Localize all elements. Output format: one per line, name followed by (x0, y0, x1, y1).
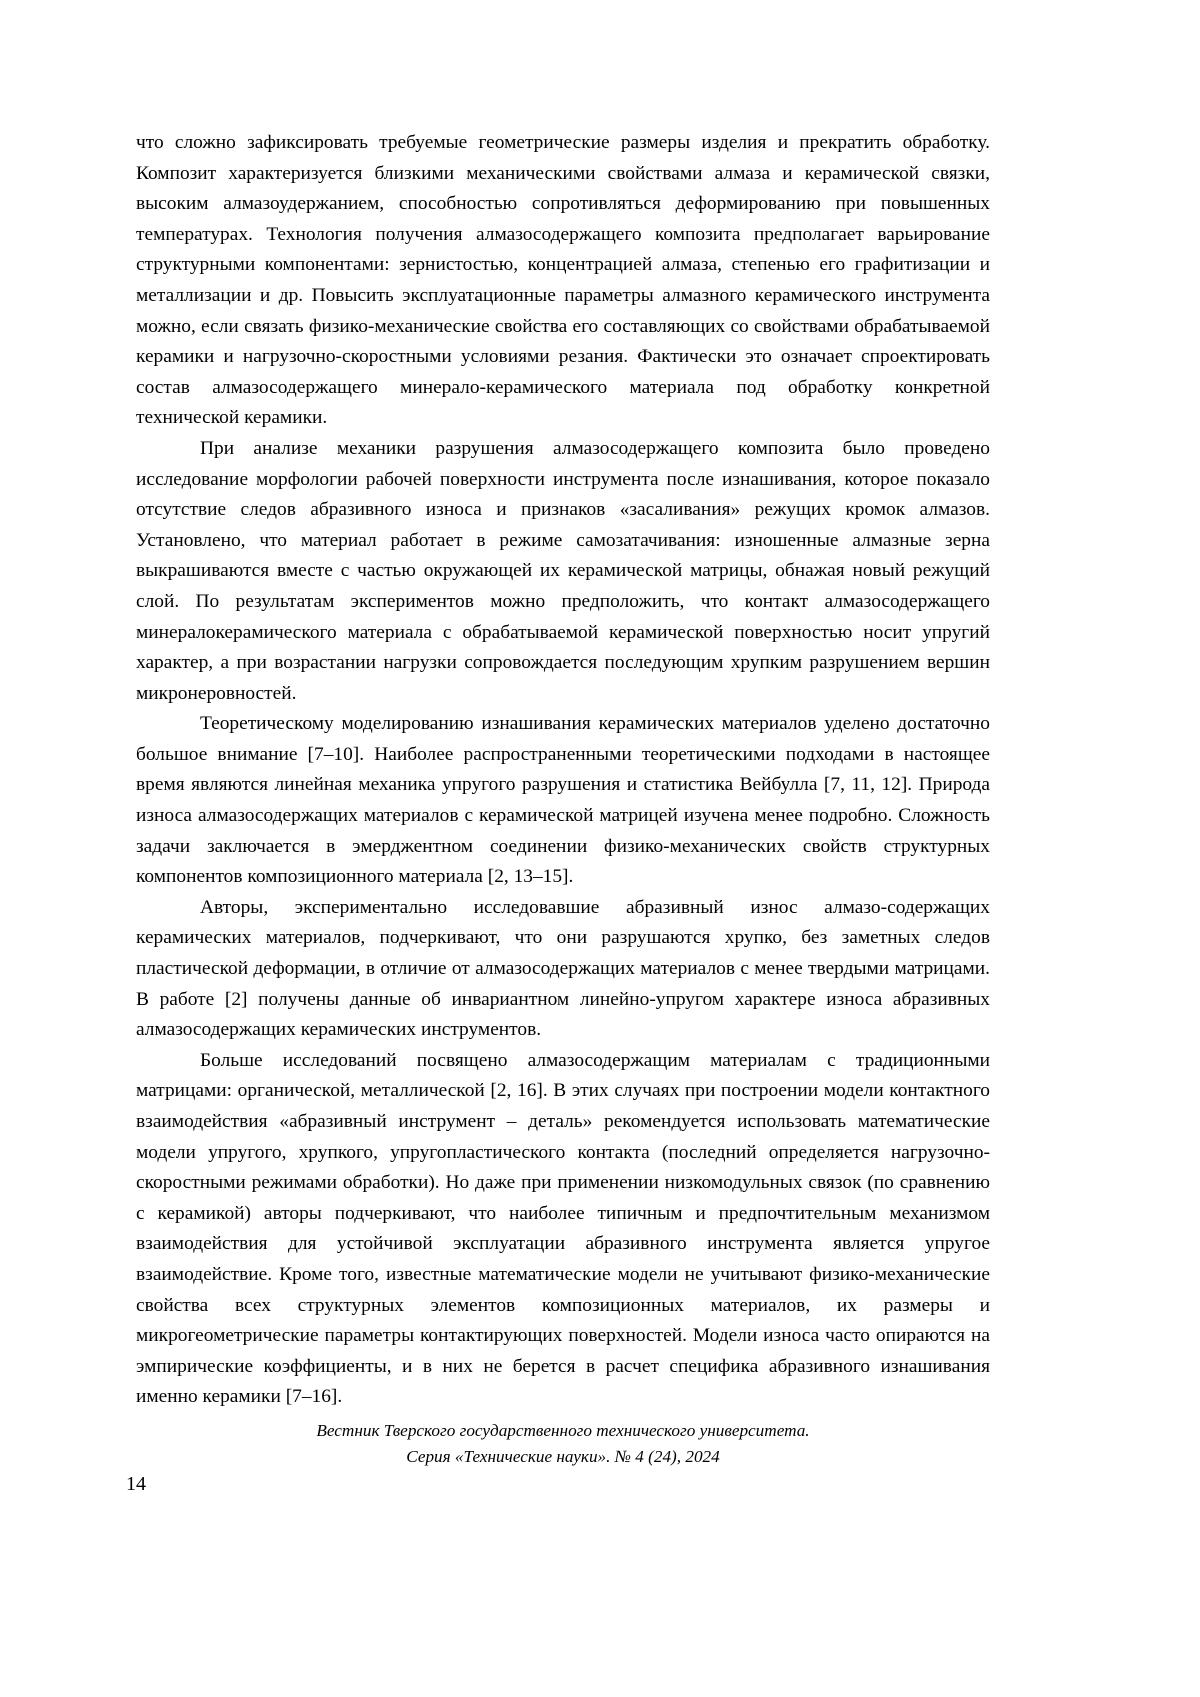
paragraph-3: Теоретическому моделированию изнашивания керамических материалов уделено достаточно большое внимание [7–10]. Наиболее распространенными теоретическими подходами в настоящее время являются линейная механика упругого разрушения и статистика Вейбулла [7, 11, 12]. Природа износа алмазосодержащих материалов с керамической матрицей изучена менее подробно. Сложность задачи заключается в эмерджентном соединении физико-механических свойств структурных компонентов композиционного материала [2, 13–15]. (136, 713, 990, 888)
footer-issue-info: Серия «Технические науки». № 4 (24), 2024 (406, 1447, 720, 1466)
body-text (136, 128, 990, 1413)
paragraph-4: Авторы, экспериментально исследовавшие абразивный износ алмазо-содержащих керамических материалов, подчеркивают, что они разрушаются хрупко, без заметных следов пластической деформации, в отличие от алмазосодержащих материалов с менее твердыми матрицами. В работе [2] получены данные об инвариантном линейно-упругом характере износа абразивных алмазосодержащих керамических инструментов. (136, 896, 990, 1041)
footer-journal-name: Вестник Тверского государственного технического университета. (316, 1421, 810, 1440)
page-content (136, 128, 990, 1413)
page-number: 14 (126, 1473, 146, 1495)
paragraph-1: что сложно зафиксировать требуемые геометрические размеры изделия и прекратить обработку. Композит характеризуется близкими механическими свойствами алмаза и керамической связки, высоким алмазоудержанием, способностью сопротивляться деформированию при повышенных температурах. Технология получения алмазосодержащего композита предполагает варьирование структурными компонентами: зернистостью, концентрацией алмаза, степенью его графитизации и металлизации и др. Повысить эксплуатационные параметры алмазного керамического инструмента можно, если связать физико-механические свойства его составляющих со свойствами обрабатываемой керамики и нагрузочно-скоростными условиями резания. Фактически это означает спроектировать состав алмазосодержащего минерало-керамического материала под обработку конкретной технической керамики. (136, 132, 990, 429)
page-footer (136, 1418, 990, 1470)
paragraph-5: Больше исследований посвящено алмазосодержащим материалам с традиционными матрицами: органической, металлической [2, 16]. В этих случаях при построении модели контактного взаимодействия «абразивный инструмент – деталь» рекомендуется использовать математические модели упругого, хрупкого, упругопластического контакта (последний определяется нагрузочно-скоростными режимами обработки). Но даже при применении низкомодульных связок (по сравнению с керамикой) авторы подчеркивают, что наиболее типичным и предпочтительным механизмом взаимодействия для устойчивой эксплуатации абразивного инструмента является упругое взаимодействие. Кроме того, известные математические модели не учитывают физико-механические свойства всех структурных элементов композиционных материалов, их размеры и микрогеометрические параметры контактирующих поверхностей. Модели износа часто опираются на эмпирические коэффициенты, и в них не берется в расчет специфика абразивного изнашивания именно керамики [7–16]. (136, 1049, 990, 1408)
paragraph-2: При анализе механики разрушения алмазосодержащего композита было проведено исследование морфологии рабочей поверхности инструмента после изнашивания, которое показало отсутствие следов абразивного износа и признаков «засаливания» режущих кромок алмазов. Установлено, что материал работает в режиме самозатачивания: изношенные алмазные зерна выкрашиваются вместе с частью окружающей их керамической матрицы, обнажая новый режущий слой. По результатам экспериментов можно предположить, что контакт алмазосодержащего минералокерамического материала с обрабатываемой керамической поверхностью носит упругий характер, а при возрастании нагрузки сопровождается последующим хрупким разрушением вершин микронеровностей. (136, 437, 990, 704)
